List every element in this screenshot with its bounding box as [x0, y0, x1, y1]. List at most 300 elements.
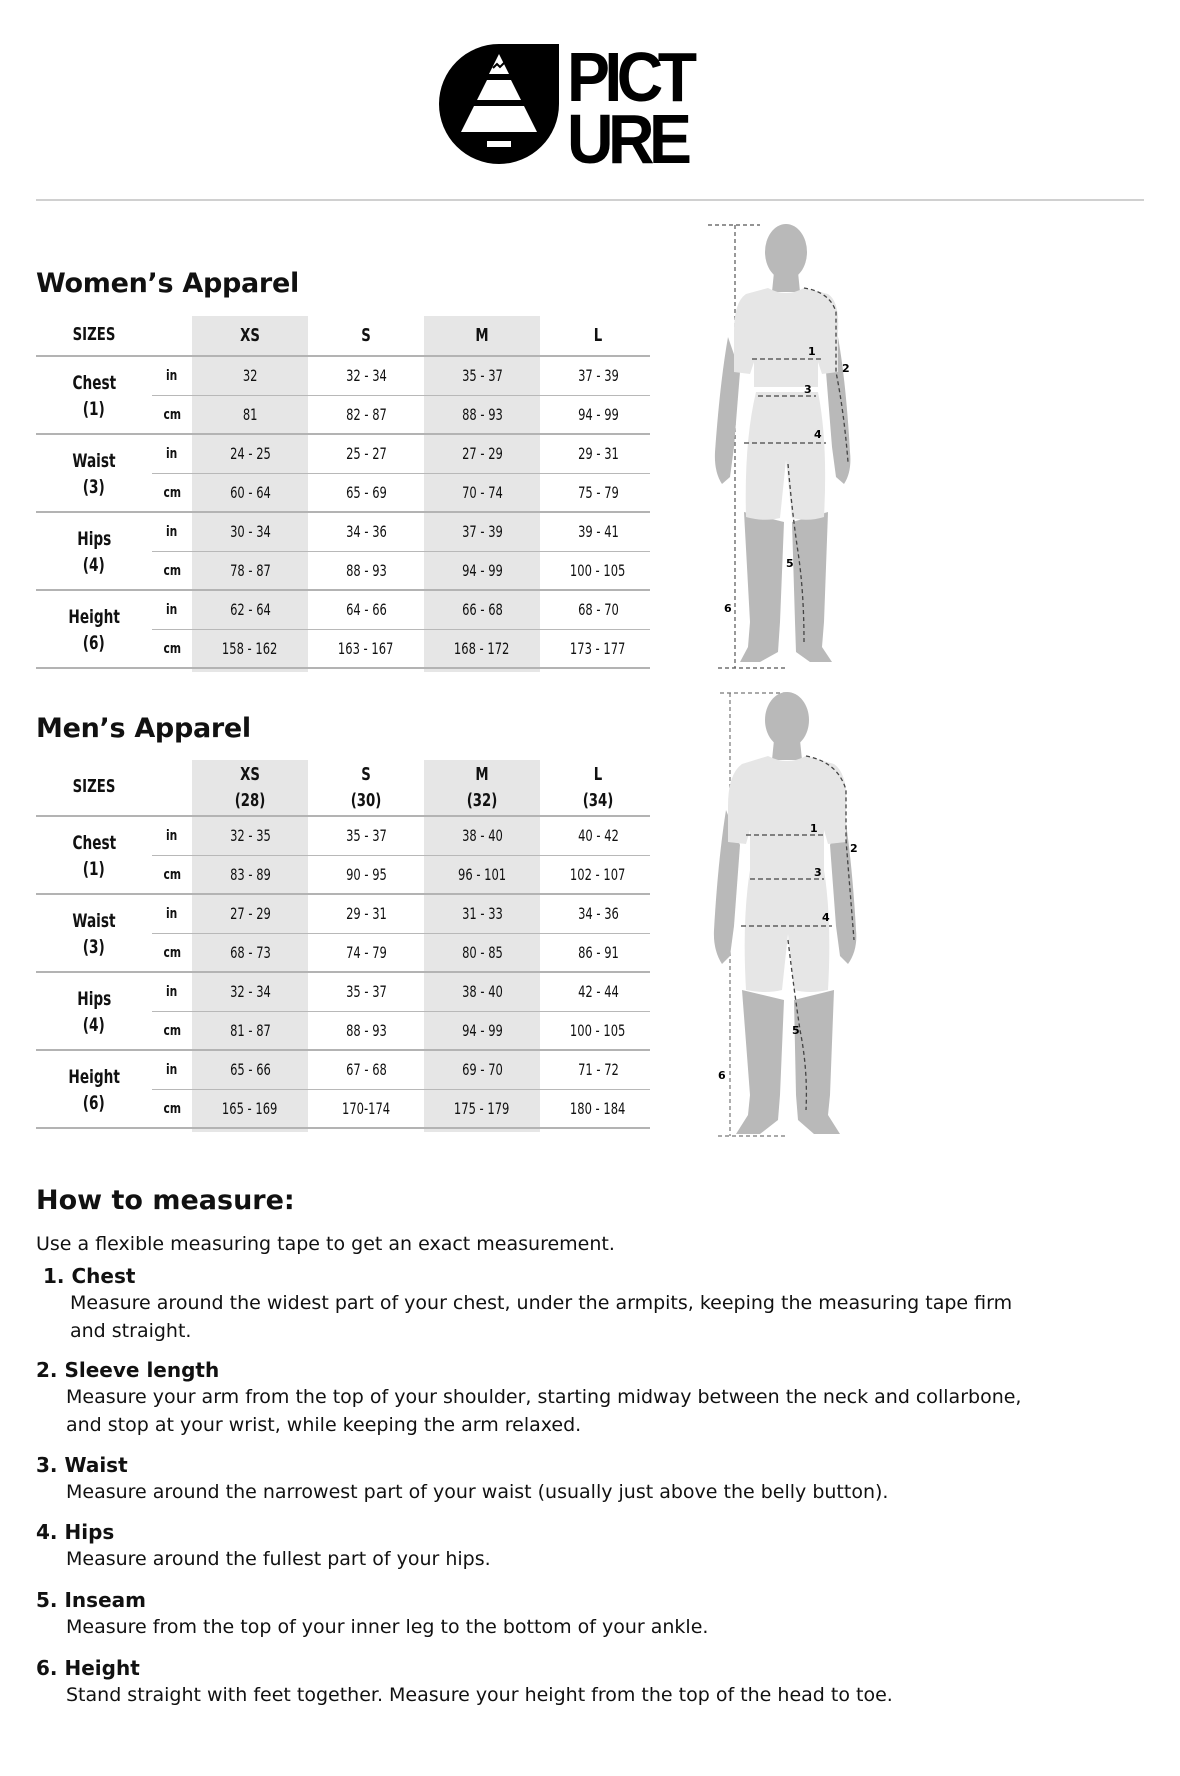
table-cell — [424, 473, 540, 512]
cell-value: 31 - 33 — [461, 904, 503, 923]
step-number: 1. — [43, 1264, 65, 1288]
cell-value: 35 - 37 — [345, 826, 387, 845]
table-cell — [540, 629, 656, 668]
measure-number: (3) — [82, 475, 106, 498]
measure-number: (4) — [82, 553, 106, 576]
unit-text: cm — [163, 562, 181, 579]
table-row — [152, 1089, 650, 1128]
step-name: Waist — [64, 1453, 128, 1477]
table-cell — [540, 816, 656, 855]
tree-badge-icon — [437, 42, 561, 166]
unit-label — [152, 356, 192, 395]
cell-value: 69 - 70 — [461, 1060, 503, 1079]
cell-value: 81 — [242, 405, 258, 424]
unit-text: cm — [163, 944, 181, 961]
measure-label — [36, 816, 152, 895]
marker-1: 1 — [810, 822, 818, 835]
measure-step-2 — [36, 1357, 1136, 1439]
cell-value: 94 - 99 — [461, 1021, 503, 1040]
cell-value: 74 - 79 — [345, 943, 387, 962]
size-header-s — [308, 762, 424, 814]
marker-5: 5 — [792, 1024, 800, 1037]
cell-value: 88 - 93 — [345, 1021, 387, 1040]
measure-step-6 — [36, 1655, 1136, 1709]
cell-value: 40 - 42 — [577, 826, 619, 845]
header-divider — [36, 199, 1144, 201]
measure-number: (3) — [82, 935, 106, 958]
size-label: XS — [240, 325, 260, 346]
cell-value: 32 - 35 — [229, 826, 271, 845]
cell-value: 88 - 93 — [345, 561, 387, 580]
cell-value: 39 - 41 — [577, 522, 619, 541]
measure-name: Chest — [72, 371, 116, 394]
cell-value: 37 - 39 — [461, 522, 503, 541]
table-cell — [308, 590, 424, 629]
table-rule — [36, 667, 650, 669]
cell-value: 35 - 37 — [345, 982, 387, 1001]
cell-value: 94 - 99 — [577, 405, 619, 424]
step-description: Measure your arm from the top of your shoulder, starting midway between the neck and collarbone, — [66, 1386, 1022, 1408]
cell-value: 168 - 172 — [454, 639, 510, 658]
table-cell — [424, 855, 540, 894]
cell-value: 65 - 69 — [345, 483, 387, 502]
unit-text: cm — [163, 484, 181, 501]
table-row — [152, 855, 650, 894]
cell-value: 180 - 184 — [570, 1099, 626, 1118]
step-title — [36, 1263, 1136, 1289]
table-row — [152, 512, 650, 551]
marker-2: 2 — [850, 842, 858, 855]
size-label: L — [593, 325, 603, 346]
table-cell — [308, 1050, 424, 1089]
mens-apparel-title: Men’s Apparel — [36, 713, 251, 744]
table-cell — [308, 551, 424, 590]
table-cell — [424, 434, 540, 473]
table-header — [36, 316, 650, 356]
cell-value: 38 - 40 — [461, 982, 503, 1001]
unit-label — [152, 395, 192, 434]
step-description: Measure around the narrowest part of your waist (usually just above the belly button). — [66, 1481, 889, 1503]
table-cell — [308, 629, 424, 668]
cell-value: 27 - 29 — [461, 444, 503, 463]
measure-group-height — [36, 590, 650, 668]
table-row — [152, 1011, 650, 1050]
unit-label — [152, 1089, 192, 1128]
table-cell — [308, 512, 424, 551]
cell-value: 75 - 79 — [577, 483, 619, 502]
table-cell — [308, 395, 424, 434]
table-row — [152, 894, 650, 933]
cell-value: 173 - 177 — [570, 639, 626, 658]
cell-value: 90 - 95 — [345, 865, 387, 884]
step-description: and stop at your wrist, while keeping the arm relaxed. — [66, 1414, 582, 1436]
table-cell — [192, 512, 308, 551]
cell-value: 175 - 179 — [454, 1099, 510, 1118]
cell-value: 163 - 167 — [338, 639, 394, 658]
unit-label — [152, 816, 192, 855]
step-number: 3. — [36, 1453, 58, 1477]
size-header-m — [424, 323, 540, 349]
unit-label — [152, 894, 192, 933]
table-cell — [424, 356, 540, 395]
size-label: S — [361, 764, 371, 785]
logo-line-1: PICT — [567, 38, 692, 116]
size-header-xs — [192, 323, 308, 349]
cell-value: 68 - 70 — [577, 600, 619, 619]
measure-name: Height — [68, 1065, 120, 1088]
cell-value: 60 - 64 — [229, 483, 271, 502]
cell-value: 29 - 31 — [577, 444, 619, 463]
step-number: 6. — [36, 1656, 58, 1680]
cell-value: 102 - 107 — [570, 865, 626, 884]
measure-label — [36, 512, 152, 591]
measure-group-hips — [36, 972, 650, 1050]
measure-name: Height — [68, 605, 120, 628]
cell-value: 86 - 91 — [577, 943, 619, 962]
row-rule — [152, 1011, 650, 1012]
cell-value: 170-174 — [341, 1099, 391, 1118]
cell-value: 24 - 25 — [229, 444, 271, 463]
marker-3: 3 — [804, 383, 812, 396]
how-to-measure-title: How to measure: — [36, 1185, 295, 1216]
marker-3: 3 — [814, 866, 822, 879]
table-row — [152, 434, 650, 473]
cell-value: 32 — [242, 366, 258, 385]
step-name: Inseam — [64, 1588, 146, 1612]
row-rule — [152, 933, 650, 934]
cell-value: 82 - 87 — [345, 405, 387, 424]
row-rule — [152, 395, 650, 396]
table-cell — [192, 473, 308, 512]
table-cell — [540, 894, 656, 933]
marker-6: 6 — [718, 1069, 726, 1082]
unit-label — [152, 629, 192, 668]
table-cell — [308, 894, 424, 933]
size-label: M — [475, 325, 489, 346]
table-cell — [308, 1011, 424, 1050]
unit-text: in — [166, 601, 178, 618]
size-waist-number: (34) — [582, 790, 614, 811]
marker-6: 6 — [724, 602, 732, 615]
table-cell — [308, 1089, 424, 1128]
measure-label — [36, 356, 152, 435]
unit-label — [152, 1050, 192, 1089]
table-cell — [540, 395, 656, 434]
cell-value: 62 - 64 — [229, 600, 271, 619]
cell-value: 71 - 72 — [577, 1060, 619, 1079]
table-cell — [424, 551, 540, 590]
step-number: 5. — [36, 1588, 58, 1612]
cell-value: 96 - 101 — [457, 865, 507, 884]
table-cell — [424, 512, 540, 551]
unit-label — [152, 855, 192, 894]
measure-step-1 — [36, 1263, 1136, 1345]
cell-value: 29 - 31 — [345, 904, 387, 923]
step-number: 2. — [36, 1358, 58, 1382]
unit-label — [152, 551, 192, 590]
table-row — [152, 972, 650, 1011]
cell-value: 68 - 73 — [229, 943, 271, 962]
measure-name: Hips — [76, 987, 112, 1010]
table-cell — [540, 512, 656, 551]
unit-text: cm — [163, 1022, 181, 1039]
sizes-label: SIZES — [72, 776, 116, 797]
table-cell — [424, 1011, 540, 1050]
cell-value: 34 - 36 — [345, 522, 387, 541]
measure-label — [36, 894, 152, 973]
measure-group-waist — [36, 894, 650, 972]
unit-text: cm — [163, 866, 181, 883]
size-label: S — [361, 325, 371, 346]
picture-logo — [437, 38, 737, 178]
cell-value: 94 - 99 — [461, 561, 503, 580]
size-waist-number: (30) — [350, 790, 382, 811]
table-cell — [308, 434, 424, 473]
cell-value: 34 - 36 — [577, 904, 619, 923]
table-cell — [192, 590, 308, 629]
table-row — [152, 1050, 650, 1089]
size-label: L — [593, 764, 603, 785]
table-cell — [424, 629, 540, 668]
table-cell — [308, 933, 424, 972]
table-cell — [192, 855, 308, 894]
table-cell — [192, 1050, 308, 1089]
cell-value: 83 - 89 — [229, 865, 271, 884]
cell-value: 65 - 66 — [229, 1060, 271, 1079]
measure-name: Chest — [72, 831, 116, 854]
table-row — [152, 551, 650, 590]
table-cell — [192, 1089, 308, 1128]
unit-text: cm — [163, 640, 181, 657]
cell-value: 32 - 34 — [229, 982, 271, 1001]
table-cell — [540, 473, 656, 512]
size-header-s — [308, 323, 424, 349]
womens-measurement-figure — [700, 222, 860, 678]
table-cell — [424, 894, 540, 933]
table-cell — [192, 816, 308, 855]
unit-text: in — [166, 445, 178, 462]
unit-text: in — [166, 827, 178, 844]
size-waist-number: (32) — [466, 790, 498, 811]
step-name: Sleeve length — [64, 1358, 220, 1382]
table-cell — [192, 434, 308, 473]
marker-1: 1 — [808, 345, 816, 358]
table-cell — [192, 972, 308, 1011]
measure-step-5 — [36, 1587, 1136, 1641]
table-cell — [424, 1089, 540, 1128]
cell-value: 66 - 68 — [461, 600, 503, 619]
table-cell — [540, 551, 656, 590]
table-cell — [308, 855, 424, 894]
step-title — [36, 1357, 1136, 1383]
cell-value: 25 - 27 — [345, 444, 387, 463]
table-row — [152, 816, 650, 855]
table-cell — [192, 356, 308, 395]
table-cell — [424, 1050, 540, 1089]
table-cell — [192, 629, 308, 668]
unit-label — [152, 473, 192, 512]
measure-number: (6) — [82, 1091, 106, 1114]
table-cell — [540, 933, 656, 972]
table-cell — [192, 395, 308, 434]
size-header-xs — [192, 762, 308, 814]
unit-label — [152, 590, 192, 629]
sizes-label: SIZES — [72, 324, 116, 345]
measure-step-3 — [36, 1452, 1136, 1506]
marker-4: 4 — [822, 911, 830, 924]
logo-line-2: URE — [567, 100, 687, 178]
unit-text: in — [166, 905, 178, 922]
row-rule — [152, 629, 650, 630]
cell-value: 64 - 66 — [345, 600, 387, 619]
measure-number: (1) — [82, 857, 106, 880]
measure-number: (4) — [82, 1013, 106, 1036]
measure-name: Hips — [76, 527, 112, 550]
table-rule — [36, 1127, 650, 1129]
step-name: Hips — [64, 1520, 115, 1544]
measure-group-chest — [36, 816, 650, 894]
how-to-measure-intro: Use a flexible measuring tape to get an exact measurement. — [36, 1233, 615, 1255]
size-header-l — [540, 762, 656, 814]
size-waist-number: (28) — [234, 790, 266, 811]
unit-text: in — [166, 1061, 178, 1078]
table-cell — [540, 356, 656, 395]
unit-label — [152, 1011, 192, 1050]
step-name: Chest — [71, 1264, 136, 1288]
cell-value: 27 - 29 — [229, 904, 271, 923]
row-rule — [152, 473, 650, 474]
row-rule — [152, 1089, 650, 1090]
cell-value: 100 - 105 — [570, 561, 626, 580]
measure-name: Waist — [72, 909, 116, 932]
unit-text: in — [166, 983, 178, 1000]
table-row — [152, 395, 650, 434]
measure-group-height — [36, 1050, 650, 1128]
cell-value: 32 - 34 — [345, 366, 387, 385]
measure-label — [36, 972, 152, 1051]
step-description: Measure around the fullest part of your hips. — [66, 1548, 491, 1570]
table-cell — [308, 473, 424, 512]
table-row — [152, 629, 650, 668]
step-description: and straight. — [70, 1320, 192, 1342]
step-title — [36, 1587, 1136, 1613]
measure-label — [36, 1050, 152, 1129]
cell-value: 42 - 44 — [577, 982, 619, 1001]
table-cell — [308, 816, 424, 855]
table-cell — [192, 933, 308, 972]
step-description: Measure from the top of your inner leg to the bottom of your ankle. — [66, 1616, 709, 1638]
cell-value: 38 - 40 — [461, 826, 503, 845]
cell-value: 70 - 74 — [461, 483, 503, 502]
cell-value: 81 - 87 — [229, 1021, 271, 1040]
unit-label — [152, 933, 192, 972]
cell-value: 80 - 85 — [461, 943, 503, 962]
cell-value: 35 - 37 — [461, 366, 503, 385]
table-cell — [540, 1089, 656, 1128]
step-title — [36, 1519, 1136, 1545]
cell-value: 78 - 87 — [229, 561, 271, 580]
table-cell — [308, 356, 424, 395]
size-label: M — [475, 764, 489, 785]
measure-name: Waist — [72, 449, 116, 472]
table-header — [36, 760, 650, 816]
size-header-l — [540, 323, 656, 349]
step-description: Stand straight with feet together. Measure your height from the top of the head to toe. — [66, 1684, 893, 1706]
table-cell — [424, 816, 540, 855]
step-description: Measure around the widest part of your chest, under the armpits, keeping the measuring tape firm — [70, 1292, 1013, 1314]
table-cell — [540, 1050, 656, 1089]
measure-number: (6) — [82, 631, 106, 654]
womens-size-table — [36, 316, 650, 670]
step-name: Height — [64, 1656, 140, 1680]
table-cell — [540, 1011, 656, 1050]
measure-group-waist — [36, 434, 650, 512]
cell-value: 37 - 39 — [577, 366, 619, 385]
mens-size-table — [36, 760, 650, 1136]
table-cell — [192, 1011, 308, 1050]
table-cell — [540, 434, 656, 473]
mens-measurement-figure — [700, 690, 860, 1146]
table-cell — [308, 972, 424, 1011]
measure-number: (1) — [82, 397, 106, 420]
step-number: 4. — [36, 1520, 58, 1544]
marker-4: 4 — [814, 428, 822, 441]
unit-label — [152, 972, 192, 1011]
table-cell — [424, 972, 540, 1011]
row-rule — [152, 855, 650, 856]
table-row — [152, 590, 650, 629]
unit-text: in — [166, 367, 178, 384]
cell-value: 67 - 68 — [345, 1060, 387, 1079]
table-row — [152, 933, 650, 972]
table-row — [152, 473, 650, 512]
measure-group-chest — [36, 356, 650, 434]
size-label: XS — [240, 764, 260, 785]
table-cell — [540, 855, 656, 894]
womens-apparel-title: Women’s Apparel — [36, 268, 299, 299]
unit-text: cm — [163, 406, 181, 423]
unit-text: cm — [163, 1100, 181, 1117]
size-header-m — [424, 762, 540, 814]
table-cell — [540, 590, 656, 629]
table-cell — [424, 395, 540, 434]
unit-label — [152, 512, 192, 551]
marker-5: 5 — [786, 557, 794, 570]
measure-label — [36, 434, 152, 513]
table-cell — [540, 972, 656, 1011]
step-title — [36, 1655, 1136, 1681]
table-cell — [424, 590, 540, 629]
cell-value: 165 - 169 — [222, 1099, 278, 1118]
step-title — [36, 1452, 1136, 1478]
table-cell — [424, 933, 540, 972]
measure-step-4 — [36, 1519, 1136, 1573]
cell-value: 30 - 34 — [229, 522, 271, 541]
measure-group-hips — [36, 512, 650, 590]
cell-value: 100 - 105 — [570, 1021, 626, 1040]
table-cell — [192, 551, 308, 590]
row-rule — [152, 551, 650, 552]
table-row — [152, 356, 650, 395]
unit-label — [152, 434, 192, 473]
cell-value: 158 - 162 — [222, 639, 278, 658]
marker-2: 2 — [842, 362, 850, 375]
measure-label — [36, 590, 152, 669]
cell-value: 88 - 93 — [461, 405, 503, 424]
table-cell — [192, 894, 308, 933]
unit-text: in — [166, 523, 178, 540]
logo-wordmark — [567, 38, 702, 178]
